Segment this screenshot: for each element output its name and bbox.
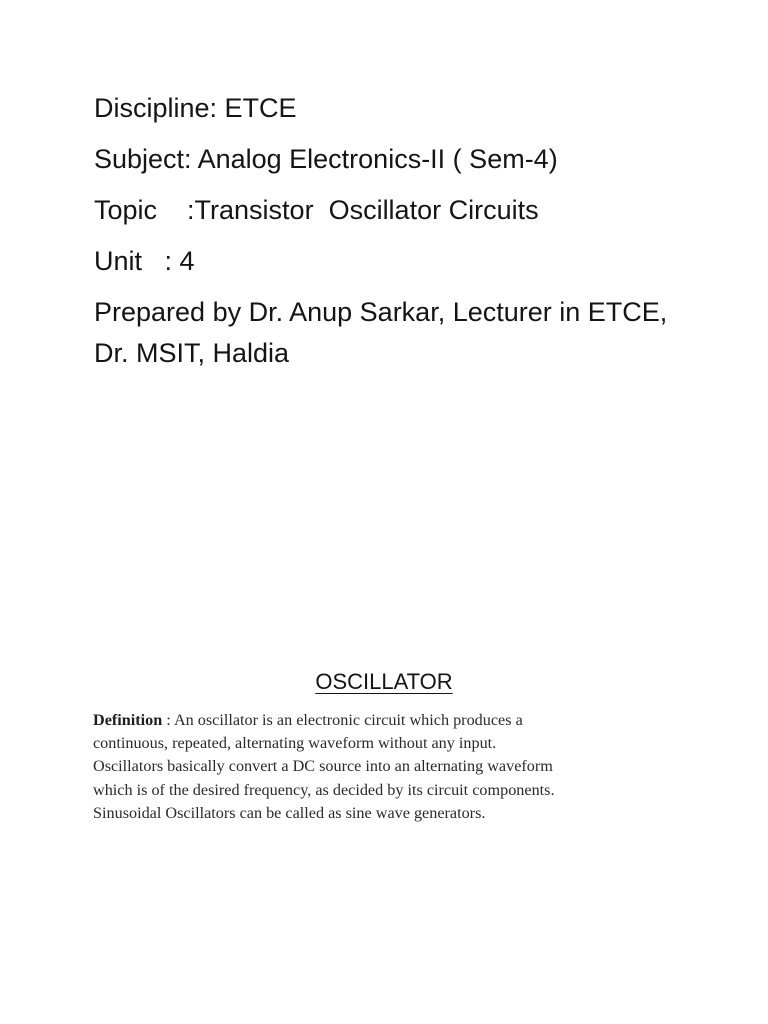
topic-line: Topic :Transistor Oscillator Circuits	[94, 195, 539, 225]
section-heading	[0, 666, 768, 698]
definition-line	[93, 709, 683, 732]
document-header	[94, 88, 694, 385]
definition-paragraph	[93, 709, 683, 825]
definition-line: continuous, repeated, alternating waveform without any input.	[93, 734, 497, 753]
definition-line: Oscillators basically convert a DC source into an alternating waveform	[93, 757, 553, 776]
definition-line: which is of the desired frequency, as decided by its circuit components.	[93, 780, 555, 799]
prepared-by-line: Prepared by Dr. Anup Sarkar, Lecturer in ETCE, Dr. MSIT, Haldia	[94, 297, 668, 368]
discipline-line: Discipline: ETCE	[94, 93, 297, 123]
definition-line: Sinusoidal Oscillators can be called as sine wave generators.	[93, 803, 486, 822]
definition-term: Definition	[93, 711, 163, 729]
subject-line: Subject: Analog Electronics-II ( Sem-4)	[94, 144, 558, 174]
unit-line: Unit : 4	[94, 246, 195, 276]
section-heading-text: OSCILLATOR	[315, 669, 453, 694]
definition-text: : An oscillator is an electronic circuit which produces a	[162, 711, 523, 729]
